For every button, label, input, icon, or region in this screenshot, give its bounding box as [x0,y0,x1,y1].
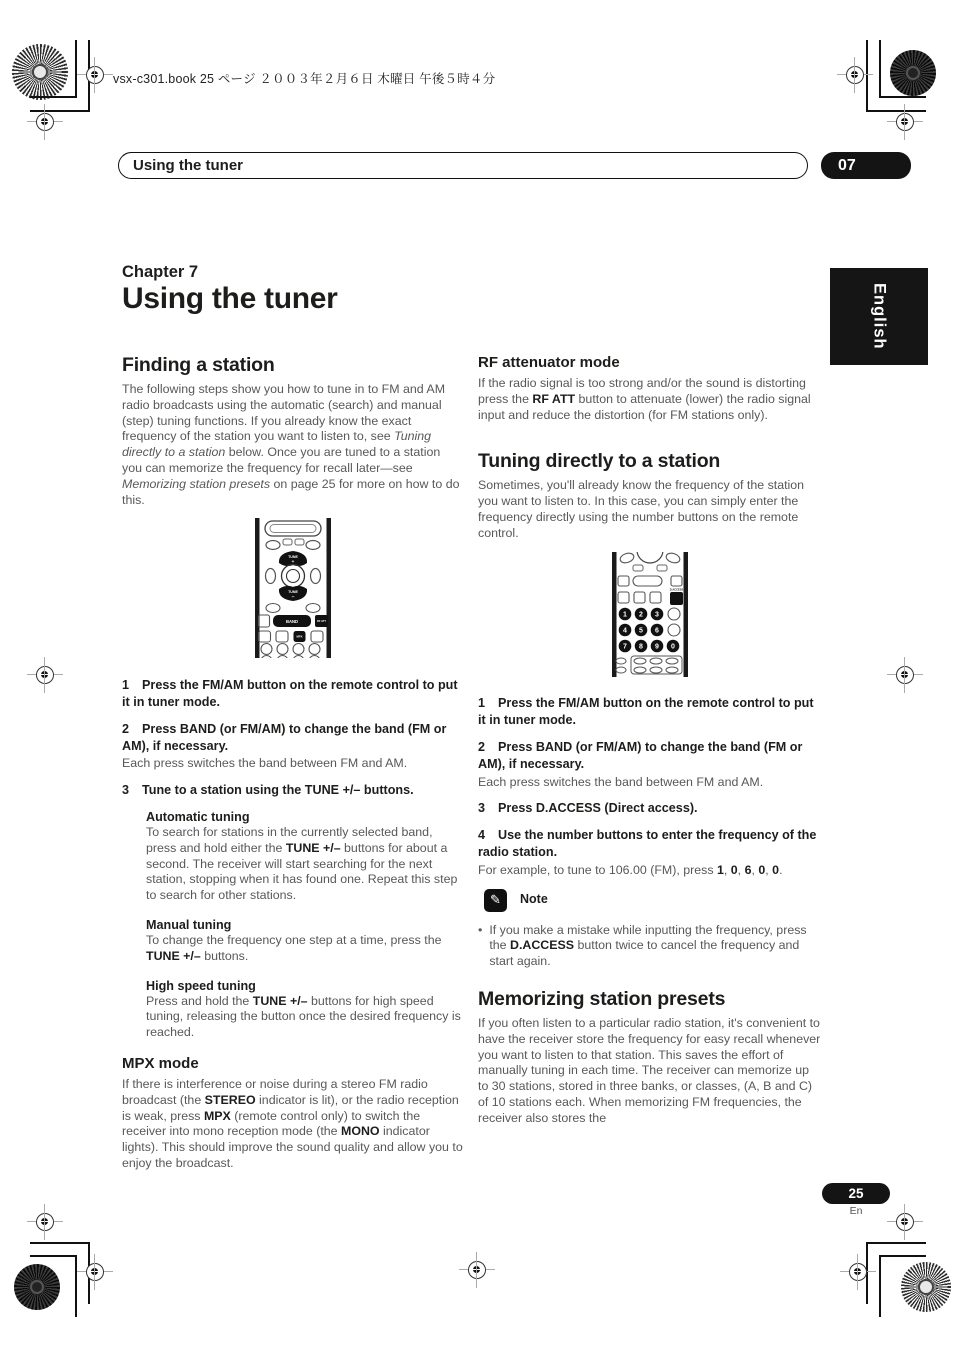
mpx-mode-paragraph [122,1077,463,1172]
registration-mark [27,104,63,140]
indicator-reference: STEREO [204,1092,256,1107]
svg-text:5: 5 [638,627,643,635]
cross-reference: Tuning directly to a station [122,429,432,460]
text-segment: buttons for about a second. The receiver will start searching for the next station, stopping when it has found one. Repeat this step to search for other stations. [146,840,458,903]
step-number: 2 [122,721,130,736]
language-tab [830,268,928,365]
digit-reference: 6 [744,862,752,877]
registration-mark [77,57,113,93]
text-segment: , [751,862,759,877]
registration-mark [837,57,873,93]
step-1 [122,677,463,711]
step-number: 1 [122,678,130,693]
text-segment: (remote control only) to switch the receiver into mono reception mode (the [122,1108,421,1139]
button-reference: D.ACCESS [510,938,575,953]
mpx-mode-heading: MPX mode [122,1054,199,1072]
text-segment: button twice to cancel the frequency and start again. [489,938,800,969]
mpx-button [293,631,305,642]
svg-text:1: 1 [622,611,627,619]
note-label: Note [520,892,548,907]
step-number: 2 [478,739,486,754]
step-4 [478,827,821,861]
text-segment: button to attenuate (lower) the radio signal input and reduce the distortion (for FM stations only). [478,391,811,422]
registration-mark [27,657,63,693]
registration-mark [77,1254,113,1290]
language-tab-label: English [870,283,889,350]
button-reference: MPX [203,1108,231,1123]
crop-mark [866,40,926,112]
button-reference: TUNE +/– [285,840,341,855]
rf-attenuator-heading: RF attenuator mode [478,354,620,371]
tuning-directly-heading: Tuning directly to a station [478,450,721,473]
svg-text:D.ACCESS: D.ACCESS [669,588,683,592]
svg-text:–: – [291,594,294,601]
text-segment: Press and hold the [146,993,253,1008]
button-reference: TUNE +/– [252,993,308,1008]
remote-illustration-2-wrap [478,552,821,682]
manual-tuning-paragraph [146,933,463,965]
text-segment: . [779,862,783,877]
step-number: 1 [478,696,486,711]
finding-station-heading: Finding a station [122,354,275,376]
high-speed-tuning-heading: High speed tuning [146,978,256,993]
text-segment: The following steps show you how to tune in to FM and AM radio broadcasts using the automatic (search) and manual (step) tuning functions. If you already know the exact frequency of the station you want to listen to, see [122,382,446,444]
step-3 [478,800,821,817]
text-segment: To change the frequency one step at a time, press the [146,932,442,947]
text-segment: If there is interference or noise during a stereo FM radio broadcast (the [122,1076,428,1107]
svg-text:RF ATT: RF ATT [316,620,326,624]
remote-illustration-1-wrap [122,518,463,663]
step-2 [122,721,463,755]
tuning-directly-paragraph: Sometimes, you'll already know the frequency of the station you want to listen to. In this case, you can simply enter the frequency directly using the number buttons on the remote control. [478,478,805,540]
text-segment: To search for stations in the currently selected band, press and hold either the [146,824,433,855]
text-segment: , [765,862,773,877]
left-column [122,354,463,1182]
chapter-label: Chapter 7 [122,263,199,281]
registration-mark [459,1252,495,1288]
registration-mark [840,1254,876,1290]
svg-text:2: 2 [638,611,643,619]
step-text: Use the number buttons to enter the frequency of the radio station. [478,828,817,859]
note-header [484,889,821,912]
automatic-tuning-heading: Automatic tuning [146,809,250,824]
memorizing-presets-paragraph: If you often listen to a particular radio station, it's convenient to have the receiver store the frequency for easy recall whenever you want to listen to that station. This saves the effort of manually tuning in each time. The receiver can memorize up to 30 stations, stored in three banks, or classes, (A, B and C) of 10 stations each. When memorizing FM frequencies, the receiver also stores the [478,1015,821,1125]
digit-reference: 0 [772,862,780,877]
step-text: Press the FM/AM button on the remote control to put it in tuner mode. [478,696,814,728]
step-1 [478,695,821,729]
svg-text:7: 7 [622,643,627,651]
text-segment: below. Once you are tuned to a station you can memorize the frequency for recall later—see [122,445,441,475]
rf-attenuator-paragraph [478,376,821,423]
high-speed-tuning-block [146,978,463,1041]
right-column [478,354,821,1137]
title-block [122,262,338,316]
step-2-detail: Each press switches the band between FM and AM. [478,774,764,789]
manual-tuning-block [146,917,463,965]
d-access-button [669,587,683,605]
finding-station-paragraph [122,382,463,508]
automatic-tuning-block [146,809,463,904]
text-segment: buttons for high speed tuning, releasing the button once the desired frequency is reached. [146,993,461,1040]
text-segment: on page 25 for more on how to do this. [122,476,460,507]
bullet-marker: • [478,922,483,937]
text-segment: buttons. [200,948,249,963]
digit-reference: 0 [730,862,738,877]
digit-reference: 1 [716,862,724,877]
svg-text:8: 8 [638,643,643,651]
cross-reference: Memorizing station presets [122,476,271,491]
section-header-bar [118,152,808,179]
note-paragraph [489,923,821,970]
step-number: 3 [478,801,486,816]
manual-tuning-heading: Manual tuning [146,917,232,932]
text-segment: For example, to tune to 106.00 (FM), press [478,862,717,877]
page-number-badge: 25 [822,1183,890,1204]
section-header-title: Using the tuner [133,157,244,174]
button-reference: RF ATT [532,391,576,406]
step-text: Press BAND (or FM/AM) to change the band (FM or AM), if necessary. [122,721,447,753]
registration-mark [887,1204,923,1240]
button-reference: TUNE +/– [146,948,201,963]
svg-text:0: 0 [670,643,675,651]
step-number: 4 [478,828,486,843]
remote-control-numberpad-illustration [604,552,696,677]
page-title: Using the tuner [122,282,338,315]
registration-mark [887,104,923,140]
memorizing-presets-heading: Memorizing station presets [478,987,726,1010]
text-segment: If the radio signal is too strong and/or the sound is distorting press the [478,376,806,406]
remote-control-tuning-illustration [245,518,341,658]
print-job-text: vsx-c301.book 25 ページ ２００３年２月６日 木曜日 午後５時４分 [113,72,496,86]
chapter-number-badge: 07 [821,152,911,179]
svg-text:TUNE: TUNE [287,555,298,560]
indicator-reference: MONO [341,1124,380,1139]
note-pencil-icon [484,889,507,912]
step-text: Press D.ACCESS (Direct access). [498,801,698,816]
page-language-label: En [849,1205,863,1217]
text-segment: indicator lights). This should improve the sound quality and allow you to enjoy the broadcast. [122,1124,463,1170]
automatic-tuning-paragraph [146,825,463,904]
step-text: Press BAND (or FM/AM) to change the band (FM or AM), if necessary. [478,739,803,771]
step-2 [478,739,821,773]
text-segment: indicator is lit), or the radio reception is weak, press [122,1092,459,1123]
svg-text:6: 6 [654,627,659,635]
step-3 [122,782,463,799]
note-bullet-item [478,923,821,970]
step-text: Press the FM/AM button on the remote control to put it in tuner mode. [122,678,458,709]
svg-text:TUNE: TUNE [287,590,298,595]
text-segment: , [723,862,731,877]
registration-mark [27,1204,63,1240]
high-speed-tuning-paragraph [146,994,463,1041]
step-text: Tune to a station using the TUNE +/– buttons. [142,783,414,798]
registration-mark [887,657,923,693]
pencil-glyph: ✎ [490,892,501,908]
band-button [273,615,311,627]
rf-att-button [315,615,328,627]
svg-text:MPX: MPX [295,634,303,639]
step-4-example [478,863,821,879]
svg-text:BAND: BAND [285,619,298,625]
svg-text:9: 9 [654,643,659,651]
text-segment: , [737,862,745,877]
step-2-detail: Each press switches the band between FM and AM. [122,756,408,771]
digit-reference: 0 [758,862,766,877]
svg-text:4: 4 [622,627,627,635]
svg-text:+: + [291,559,294,565]
step-number: 3 [122,783,130,798]
svg-text:3: 3 [654,611,659,619]
print-job-header [113,69,495,87]
text-segment: If you make a mistake while inputting the frequency, press the [489,922,807,953]
